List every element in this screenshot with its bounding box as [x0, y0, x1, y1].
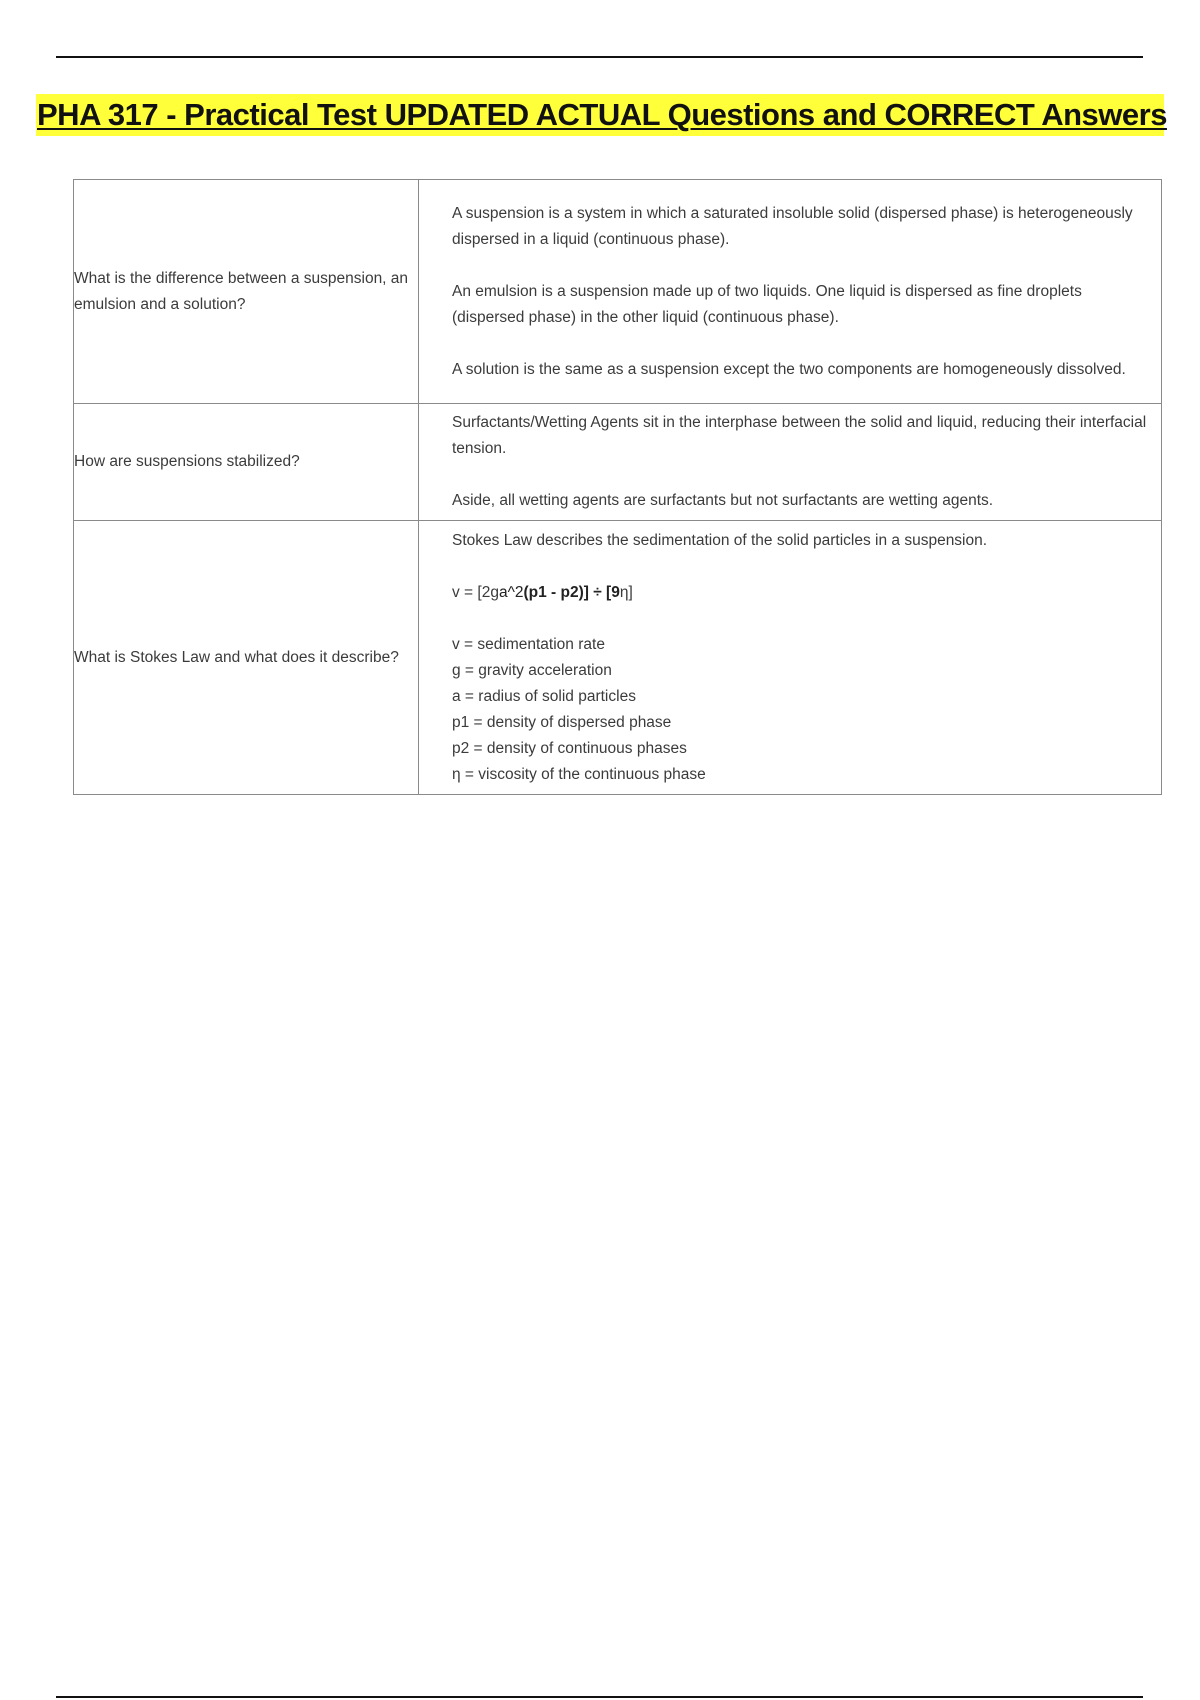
answer-cell [419, 404, 1162, 521]
header-rule [56, 56, 1143, 58]
variable-line: g = gravity acceleration [452, 661, 612, 679]
answer-cell [419, 180, 1162, 404]
table-row [74, 521, 1162, 795]
variable-line: p1 = density of dispersed phase [452, 713, 672, 731]
variable-line: p2 = density of continuous phases [452, 739, 687, 757]
answer-paragraph: An emulsion is a suspension made up of two liquids. One liquid is dispersed as fine droplets (dispersed phase) in the other liquid (continuous phase). [452, 282, 1082, 326]
answer-paragraph: Stokes Law describes the sedimentation of the solid particles in a suspension. [452, 531, 988, 549]
equation-part: v = [2g [452, 583, 499, 601]
footer-rule [56, 1696, 1143, 1698]
equation-part: a^2 [498, 583, 524, 601]
question-cell: What is the difference between a suspension, an emulsion and a solution? [74, 180, 419, 404]
variable-line: v = sedimentation rate [452, 635, 605, 653]
equation-part: (p1 - p2)] [523, 583, 589, 601]
variable-list [452, 632, 1151, 788]
document-title: PHA 317 - Practical Test UPDATED ACTUAL Questions and CORRECT Answers [36, 94, 1164, 136]
equation-part: η] [619, 583, 633, 601]
variable-line: η = viscosity of the continuous phase [452, 765, 706, 783]
variable-line: a = radius of solid particles [452, 687, 636, 705]
question-cell: How are suspensions stabilized? [74, 404, 419, 521]
equation-part: ÷ [9 [588, 583, 620, 601]
qa-table [73, 179, 1162, 795]
answer-cell [419, 521, 1162, 795]
answer-paragraph: Aside, all wetting agents are surfactants but not surfactants are wetting agents. [452, 492, 994, 509]
title-block [36, 94, 1167, 136]
table-row [74, 180, 1162, 404]
table-row [74, 404, 1162, 521]
answer-paragraph: A suspension is a system in which a saturated insoluble solid (dispersed phase) is heterogeneously dispersed in a liquid (continuous phase). [452, 204, 1133, 248]
question-cell: What is Stokes Law and what does it describe? [74, 521, 419, 795]
answer-paragraph: Surfactants/Wetting Agents sit in the interphase between the solid and liquid, reducing their interfacial tension. [452, 414, 1147, 457]
stokes-equation [452, 580, 1151, 606]
answer-paragraph: A solution is the same as a suspension except the two components are homogeneously dissolved. [452, 360, 1126, 378]
